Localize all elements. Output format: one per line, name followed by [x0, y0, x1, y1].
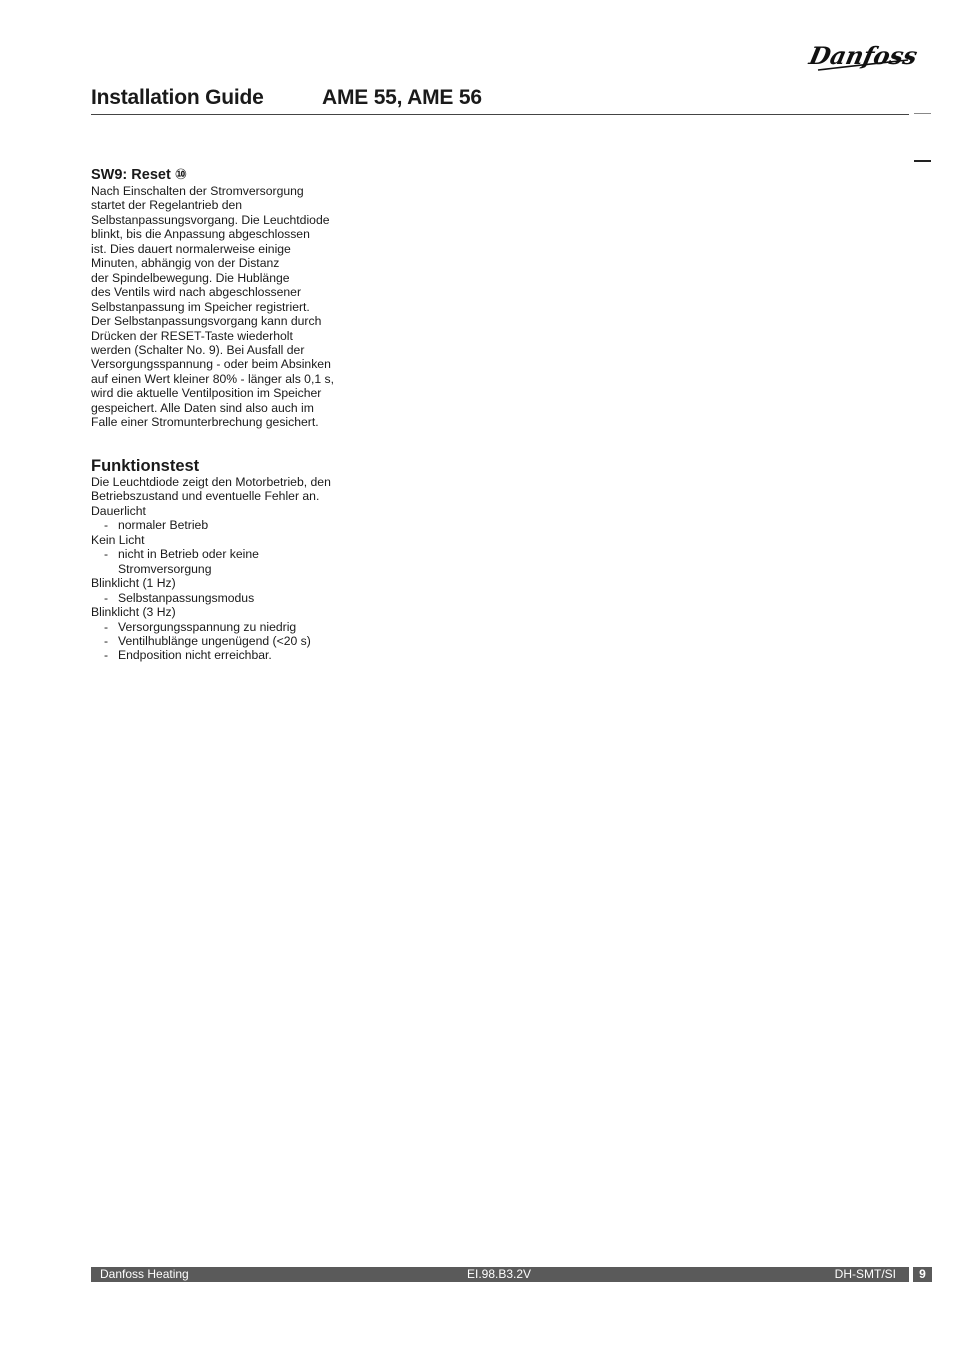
section-reset-heading: SW9: Reset ⑩: [91, 167, 188, 183]
led-state-item: [91, 518, 361, 532]
paragraph-line: startet der Regelantrieb den: [91, 198, 243, 213]
page-footer: [91, 1267, 909, 1282]
paragraph-line: ist. Dies dauert normalerweise einige: [91, 241, 291, 256]
led-state-item-text: nicht in Betrieb oder keine: [118, 547, 259, 562]
paragraph-line: des Ventils wird nach abgeschlossener: [91, 285, 302, 300]
page-title: Installation Guide: [91, 86, 264, 109]
dash-bullet: -: [104, 619, 109, 634]
section-reset: [91, 166, 361, 430]
led-state-item: [91, 648, 361, 662]
led-state-item-text: Versorgungsspannung zu niedrig: [118, 619, 297, 634]
margin-mark-top: [914, 113, 931, 114]
led-state-item: [91, 620, 361, 634]
dash-bullet: -: [104, 633, 109, 648]
paragraph-line: Drücken der RESET-Taste wiederholt: [91, 328, 293, 343]
section-function-heading: Funktionstest: [91, 457, 200, 475]
paragraph-line: Versorgungsspannung - oder beim Absinken: [91, 357, 331, 372]
led-state-label: Dauerlicht: [91, 503, 146, 518]
product-model: AME 55, AME 56: [322, 86, 482, 109]
dash-bullet: -: [104, 547, 109, 562]
paragraph-line: Der Selbstanpassungsvorgang kann durch: [91, 314, 322, 329]
page-number: 9: [913, 1267, 932, 1282]
led-state-item: [91, 547, 361, 561]
paragraph-line: Falle einer Stromunterbrechung gesichert.: [91, 415, 319, 430]
paragraph-line: Minuten, abhängig von der Distanz: [91, 256, 280, 271]
margin-mark-second: [914, 160, 931, 162]
footer-company: Danfoss Heating: [100, 1267, 189, 1281]
section-function-test: [91, 457, 361, 663]
paragraph-line: gespeichert. Alle Daten sind also auch im: [91, 400, 314, 415]
dash-bullet: -: [104, 648, 109, 663]
led-state-label: Kein Licht: [91, 532, 145, 547]
led-state-label: Blinklicht (1 Hz): [91, 576, 176, 591]
footer-doc-code: EI.98.B3.2V: [467, 1267, 532, 1281]
led-state-item-text: Endposition nicht erreichbar.: [118, 648, 272, 663]
footer-department: DH-SMT/SI: [834, 1267, 896, 1281]
led-state-item: [91, 634, 361, 648]
paragraph-line: blinkt, bis die Anpassung abgeschlossen: [91, 227, 310, 242]
page-header: [91, 86, 909, 115]
dash-bullet: -: [104, 518, 109, 533]
paragraph-line: werden (Schalter No. 9). Bei Ausfall der: [91, 342, 305, 357]
section-reset-body: [91, 184, 361, 430]
section-function-intro: [91, 475, 361, 504]
led-state-item: [91, 591, 361, 605]
led-state-item-text: Selbstanpassungsmodus: [118, 590, 255, 605]
intro-line: Betriebszustand und eventuelle Fehler an.: [91, 489, 320, 504]
paragraph-line: der Spindelbewegung. Die Hublänge: [91, 270, 290, 285]
paragraph-line: Selbstanpassung im Speicher registriert.: [91, 299, 310, 314]
logo-text: Danfoss: [806, 41, 920, 70]
led-state-item-continuation: Stromversorgung: [118, 561, 212, 576]
danfoss-logo: [806, 36, 920, 76]
led-state-item-text: Ventilhublänge ungenügend (<20 s): [118, 633, 311, 648]
paragraph-line: Selbstanpassungsvorgang. Die Leuchtdiode: [91, 212, 330, 227]
led-state-list: [91, 504, 361, 663]
led-state-item-text: normaler Betrieb: [118, 518, 209, 533]
dash-bullet: -: [104, 590, 109, 605]
intro-line: Die Leuchtdiode zeigt den Motorbetrieb, den: [91, 475, 331, 489]
paragraph-line: Nach Einschalten der Stromversorgung: [91, 184, 304, 198]
paragraph-line: auf einen Wert kleiner 80% - länger als 0,1 s,: [91, 371, 334, 386]
paragraph-line: wird die aktuelle Ventilposition im Speicher: [91, 386, 322, 401]
led-state-label: Blinklicht (3 Hz): [91, 605, 176, 620]
